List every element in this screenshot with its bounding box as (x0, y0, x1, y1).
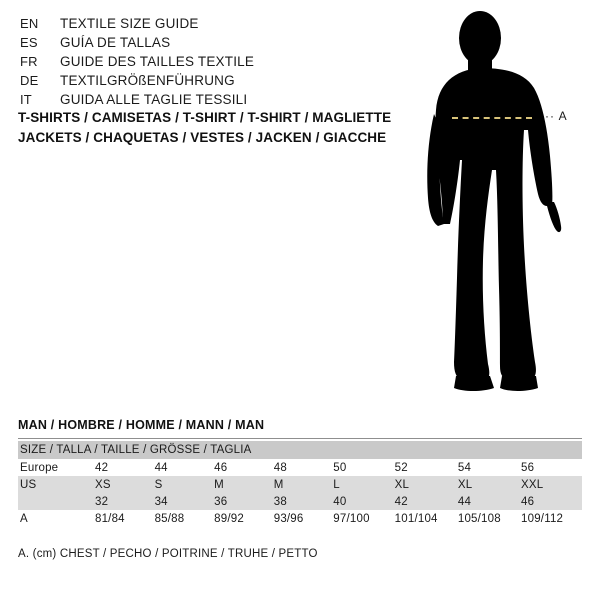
language-row (20, 35, 380, 54)
language-row (20, 92, 380, 111)
cell-value: XXL (519, 476, 582, 493)
cell-value: 81/84 (93, 510, 153, 527)
category-tshirts: T-SHIRTS / CAMISETAS / T-SHIRT / T-SHIRT / MAGLIETTE (18, 110, 392, 125)
table-divider (18, 438, 582, 439)
language-list (20, 16, 380, 111)
cell-value: XL (393, 476, 456, 493)
row-label: US (18, 476, 93, 493)
language-row (20, 16, 380, 35)
cell-value: 54 (456, 459, 519, 476)
cell-value: 46 (212, 459, 272, 476)
cell-value: 42 (93, 459, 153, 476)
table-header-row (18, 441, 582, 459)
cell-value: 44 (153, 459, 213, 476)
cell-value: 50 (331, 459, 392, 476)
measure-pointer-label: ·· A (545, 109, 568, 123)
language-row (20, 73, 380, 92)
language-code: EN (20, 16, 39, 31)
cell-value: 56 (519, 459, 582, 476)
cell-value: 48 (272, 459, 332, 476)
cell-value: M (272, 476, 332, 493)
row-label (18, 493, 93, 510)
table-row (18, 510, 582, 527)
cell-value: 32 (93, 493, 153, 510)
language-code: IT (20, 92, 32, 107)
language-text: TEXTILGRÖßENFÜHRUNG (60, 73, 235, 88)
cell-value: S (153, 476, 213, 493)
cell-value: 93/96 (272, 510, 332, 527)
language-text: TEXTILE SIZE GUIDE (60, 16, 199, 31)
size-table (18, 441, 582, 527)
cell-value: L (331, 476, 392, 493)
language-text: GUIDA ALLE TAGLIE TESSILI (60, 92, 248, 107)
chest-measure-line (452, 117, 532, 119)
silhouette-icon (410, 10, 590, 400)
size-header-label: SIZE / TALLA / TAILLE / GRÖSSE / TAGLIA (18, 441, 582, 459)
cell-value: M (212, 476, 272, 493)
cell-value: 89/92 (212, 510, 272, 527)
cell-value: 34 (153, 493, 213, 510)
language-code: DE (20, 73, 39, 88)
table-row (18, 459, 582, 476)
male-silhouette-figure (410, 10, 590, 400)
language-row (20, 54, 380, 73)
cell-value: 36 (212, 493, 272, 510)
cell-value: 109/112 (519, 510, 582, 527)
cell-value: 46 (519, 493, 582, 510)
cell-value: XS (93, 476, 153, 493)
cell-value: 42 (393, 493, 456, 510)
cell-value: 97/100 (331, 510, 392, 527)
cell-value: 101/104 (393, 510, 456, 527)
cell-value: 85/88 (153, 510, 213, 527)
cell-value: 105/108 (456, 510, 519, 527)
row-label: Europe (18, 459, 93, 476)
language-text: GUÍA DE TALLAS (60, 35, 171, 50)
table-footnote: A. (cm) CHEST / PECHO / POITRINE / TRUHE / PETTO (18, 548, 318, 560)
cell-value: XL (456, 476, 519, 493)
language-code: FR (20, 54, 38, 69)
category-jackets: JACKETS / CHAQUETAS / VESTES / JACKEN / GIACCHE (18, 130, 387, 145)
table-row (18, 476, 582, 493)
language-text: GUIDE DES TAILLES TEXTILE (60, 54, 255, 69)
cell-value: 40 (331, 493, 392, 510)
table-row (18, 493, 582, 510)
table-title: MAN / HOMBRE / HOMME / MANN / MAN (18, 418, 265, 432)
language-code: ES (20, 35, 38, 50)
cell-value: 44 (456, 493, 519, 510)
row-label: A (18, 510, 93, 527)
garment-categories (18, 110, 418, 150)
cell-value: 52 (393, 459, 456, 476)
cell-value: 38 (272, 493, 332, 510)
